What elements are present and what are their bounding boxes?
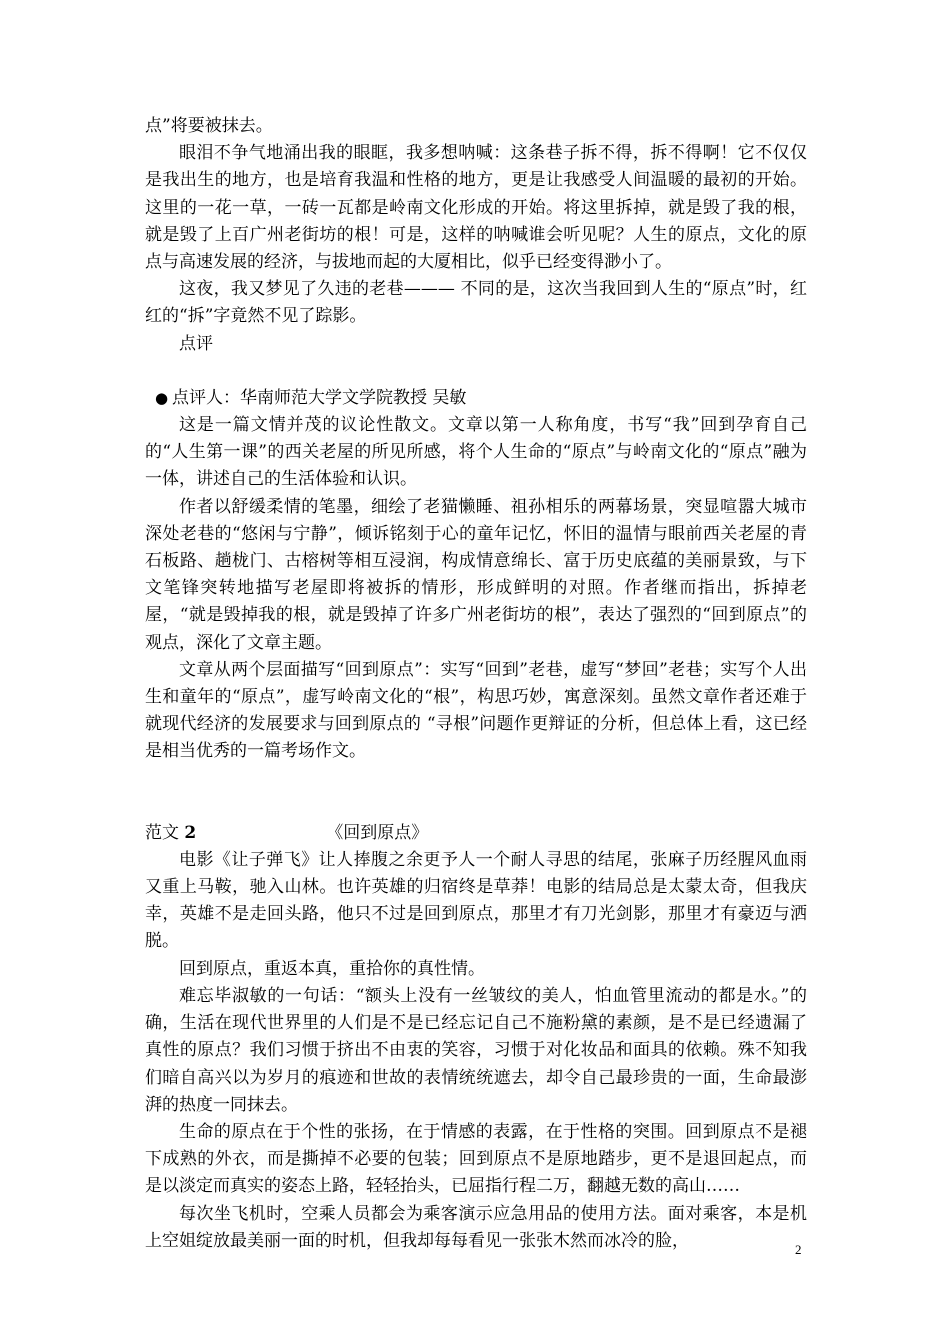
paragraph-tears: 眼泪不争气地涌出我的眼眶，我多想呐喊：这条巷子拆不得，拆不得啊！它不仅仅是我出生的地方，也是培育我温和性格的地方，更是让我感受人间温暖的最初的开始。这里的一花一草，一砖一瓦都是岭南文化形成的开始。将这里拆掉，就是毁了我的根，就是毁了上百广州老街坊的根！可是，这样的呐喊谁会听见呢？人生的原点，文化的原点与高速发展的经济，与拔地而起的大厦相比，似乎已经变得渺小了。 [145, 143, 807, 273]
essay-heading [145, 820, 807, 847]
essay-paragraph: 生命的原点在于个性的张扬，在于情感的表露，在于性格的突围。回到原点不是褪下成熟的外衣，而是撕掉不必要的包装；回到原点不是原地踏步，更不是退回起点，而是以淡定而真实的姿态上路，轻轻抬头，已屈指行程二万，翻越无数的高山…… [145, 1121, 807, 1197]
essay-label-number: 2 [184, 822, 197, 843]
essay-paragraph: 回到原点，重返本真，重拾你的真性情。 [179, 958, 485, 979]
review-paragraph: 文章从两个层面描写“回到原点”：实写“回到”老巷，虚写“梦回”老巷；实写个人出生和童年的“原点”，虚写岭南文化的“根”，构思巧妙，寓意深刻。虽然文章作者还难于就现代经济的发展要求与回到原点的 “寻根”问题作更辩证的分析，但总体上看，这已经是相当优秀的一篇考场作文。 [145, 659, 807, 762]
bullet-icon: ● [155, 388, 169, 407]
essay-label [145, 823, 196, 843]
essay-paragraph: 难忘毕淑敏的一句话：“额头上没有一丝皱纹的美人，怕血管里流动的都是水。”的确，生活在现代世界里的人们是不是已经忘记自己不施粉黛的素颜，是不是已经遗漏了真性的原点？我们习惯于挤出不由衷的笑容，习惯于对化妆品和面具的依赖。殊不知我们暗自高兴以为岁月的痕迹和世故的表情统统遮去，却令自己最珍贵的一面，生命最澎湃的热度一同抹去。 [145, 985, 807, 1115]
reviewer-name: 点评人：华南师范大学文学院教授 吴敏 [172, 387, 467, 408]
essay-label-text: 范文 [145, 822, 179, 843]
spacer [145, 766, 807, 820]
page-number: 2 [795, 1242, 802, 1257]
review-paragraph: 作者以舒缓柔情的笔墨，细绘了老猫懒睡、祖孙相乐的两幕场景，突显喧嚣大城市深处老巷的“悠闲与宁静”，倾诉铭刻于心的童年记忆，怀旧的温情与眼前西关老屋的青石板路、趟栊门、古榕树等相互浸润，构成情意绵长、富于历史底蕴的美丽景致，与下文笔锋突转地描写老屋即将被拆的情形，形成鲜明的对照。作者继而指出，拆掉老屋，“就是毁掉我的根，就是毁掉了许多广州老街坊的根”，表达了强烈的“回到原点”的观点，深化了文章主题。 [145, 496, 807, 653]
review-heading: 点评 [179, 333, 213, 354]
essay-paragraph: 每次坐飞机时，空乘人员都会为乘客演示应急用品的使用方法。面对乘客，本是机上空姐绽放最美丽一面的时机，但我却每每看见一张张木然而冰冷的脸， [145, 1203, 807, 1251]
essay-paragraph: 电影《让子弹飞》让人捧腹之余更予人一个耐人寻思的结尾，张麻子历经腥风血雨又重上马鞍，驰入山林。也许英雄的归宿终是草莽！电影的结局总是太蒙太奇，但我庆幸，英雄不是走回头路，他只不过是回到原点，那里才有刀光剑影，那里才有豪迈与洒脱。 [145, 849, 807, 952]
paragraph-night-dream: 这夜，我又梦见了久违的老巷——— 不同的是，这次当我回到人生的“原点”时，红红的“拆”字竟然不见了踪影。 [145, 279, 807, 327]
reviewer-line [145, 385, 807, 412]
paragraph-continuation: 点”将要被抹去。 [145, 116, 273, 136]
review-paragraph: 这是一篇文情并茂的议论性散文。文章以第一人称角度，书写“我”回到孕育自己的“人生第一课”的西关老屋的所见所感，将个人生命的“原点”与岭南文化的“原点”融为一体，讲述自己的生活体验和认识。 [145, 415, 807, 490]
page-content [145, 113, 807, 1255]
spacer [145, 358, 807, 385]
essay-title: 《回到原点》 [326, 822, 429, 843]
